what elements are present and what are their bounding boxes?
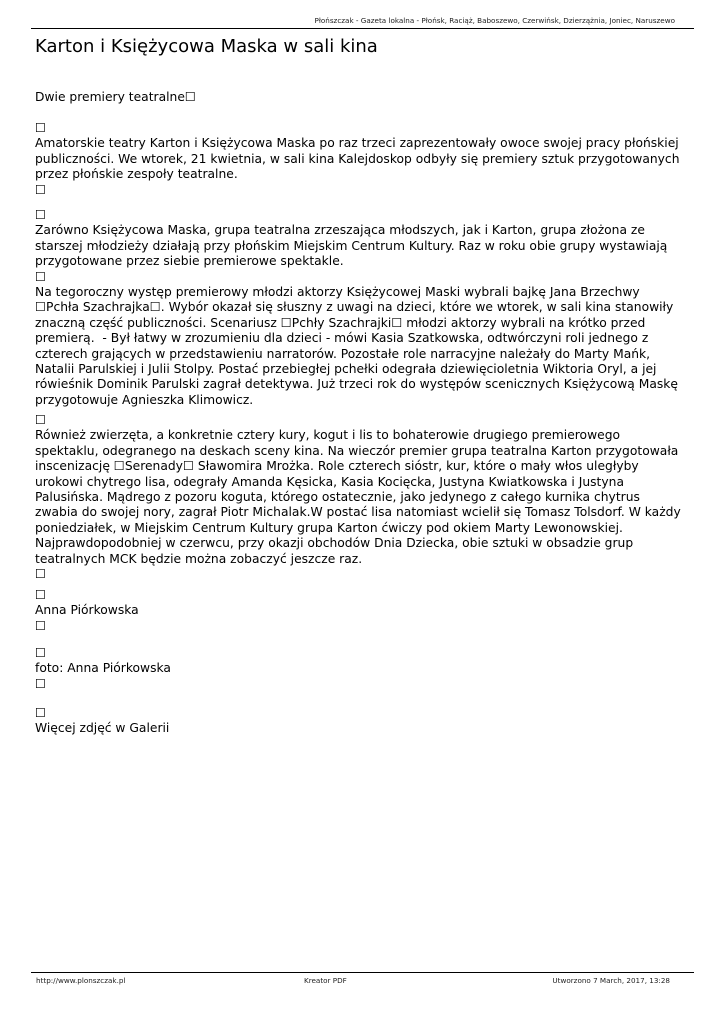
article-title: Karton i Księżycowa Maska w sali kina (35, 36, 378, 57)
header-divider (31, 28, 694, 29)
article-author: ☐ Anna Piórkowska ☐ (35, 588, 139, 633)
article-paragraph-intro: ☐ Amatorskie teatry Karton i Księżycowa Maska po raz trzeci zaprezentowały owoce swojej pracy płońskiej publiczności. We wtorek, 21 kwietnia, w sali kina Kalejdoskop odbyły się premiery sztuk przygotowanych przez płońskie zespoły teatralne. ☐ (35, 121, 680, 197)
footer-generator: Kreator PDF (304, 976, 347, 985)
article-subtitle: Dwie premiery teatralne☐ (35, 90, 196, 104)
footer-created: Utworzono 7 March, 2017, 13:28 (552, 976, 670, 985)
article-gallery-note: ☐ Więcej zdjęć w Galerii (35, 706, 170, 736)
article-photo-credit: ☐ foto: Anna Piórkowska ☐ (35, 646, 171, 691)
footer-url: http://www.plonszczak.pl (36, 976, 126, 985)
article-paragraph-serenada: ☐ Również zwierzęta, a konkretnie cztery kury, kogut i lis to bohaterowie drugiego premierowego spektaklu, odegranego na deskach sceny kina. Na wieczór premier grupa teatralna Karton przygotowała inscenizację ☐Serenady☐ Sławomira Mrożka. Role czterech sióstr, kur, które o mały włos uległyby urokowi chytrego lisa, odegrały Amanda Kęsicka, Kasia Kocięcka, Justyna Kwiatkowska i Justyna Palusińska. Mądrego z pozoru koguta, którego ostatecznie, jako jedynego z całego kurnika chytrus zwabia do swojej nory, zagrał Piotr Michalak.W postać lisa natomiast wcielił się Tomasz Tolsdorf. W każdy poniedziałek, w Miejskim Centrum Kultury grupa Karton ćwiczy pod okiem Marty Lewonowskiej. Najprawdopodobniej w czerwcu, przy okazji obchodów Dnia Dziecka, obie sztuki w obsadzie grup teatralnych MCK będzie można zobaczyć jeszcze raz. ☐ (35, 413, 681, 582)
footer-divider (31, 972, 694, 973)
page-header-source: Płońszczak - Gazeta lokalna - Płońsk, Raciąż, Baboszewo, Czerwińsk, Dzierzążnia, Joniec, Naruszewo (314, 16, 675, 25)
article-paragraph-groups: ☐ Zarówno Księżycowa Maska, grupa teatralna zrzeszająca młodszych, jak i Karton, grupa złożona ze starszej młodzieży działają przy płońskim Miejskim Centrum Kultury. Raz w roku obie grupy wystawiają przygotowane przez siebie premierowe spektakle. ☐ Na tegoroczny występ premierowy młodzi aktorzy Księżycowej Maski wybrali bajkę Jana Brzechwy ☐Pchła Szachrajka☐. Wybór okazał się słuszny z uwagi na dzieci, które we wtorek, w sali kina stanowiły znaczną część publiczności. Scenariusz ☐Pchły Szachrajki☐ młodzi aktorzy wybrali na krótko przed premierą. - Był łatwy w zrozumieniu dla dzieci - mówi Kasia Szatkowska, odtwórczyni roli jednego z czterech grających w przedstawieniu narratorów. Pozostałe role narracyjne należały do Marty Mańk, Natalii Parulskiej i Julii Stolpy. Postać przebiegłej pchełki odegrała dziewięcioletnia Wiktoria Oryl, a jej rówieśnik Dominik Parulski zagrał detektywa. Już trzeci rok do występów scenicznych Księżycową Maskę przygotowuje Agnieszka Klimowicz. (35, 208, 678, 407)
